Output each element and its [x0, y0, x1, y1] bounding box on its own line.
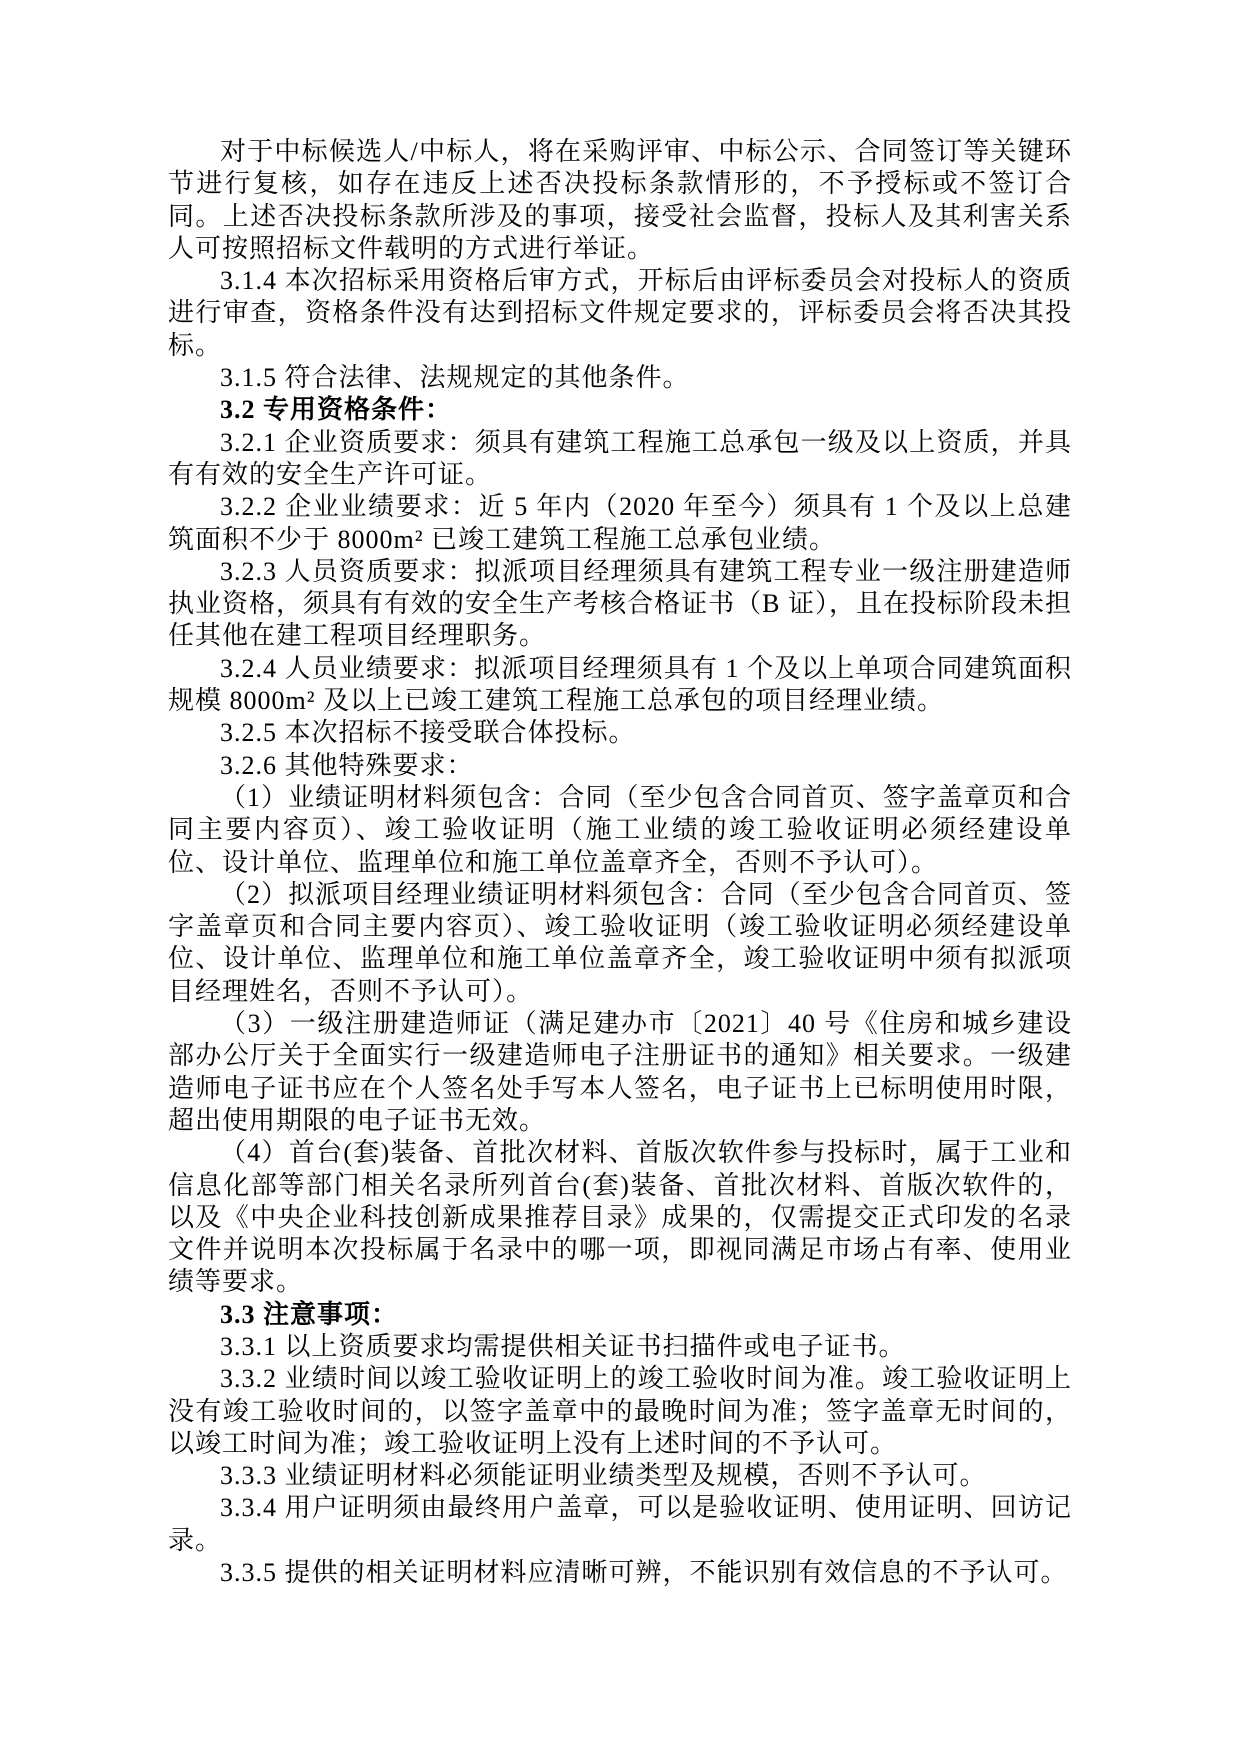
heading-3-3-notes: 3.3 注意事项： [220, 1299, 399, 1329]
paragraph-other-item-4: （4）首台(套)装备、首批次材料、首版次软件参与投标时，属于工业和信息化部等部门相关名录所列首台(套)装备、首批次材料、首版次软件的，以及《中央企业科技创新成果推荐目录》成果的，仅需提交正式印发的名录文件并说明本次投标属于名录中的哪一项，即视同满足市场占有率、使用业绩等要求。 [168, 1138, 1072, 1297]
paragraph-other-item-3: （3）一级注册建造师证（满足建办市〔2021〕40 号《住房和城乡建设部办公厅关于全面实行一级建造师电子注册证书的通知》相关要求。一级建造师电子证书应在个人签名处手写本人签名，电子证书上已标明使用时限，超出使用期限的电子证书无效。 [168, 1009, 1072, 1135]
paragraph-3-1-4: 3.1.4 本次招标采用资格后审方式，开标后由评标委员会对投标人的资质进行审查，资格条件没有达到招标文件规定要求的，评标委员会将否决其投标。 [168, 266, 1072, 360]
paragraph-intro-review: 对于中标候选人/中标人，将在采购评审、中标公示、合同签订等关键环节进行复核，如存在违反上述否决投标条款情形的，不予授标或不签订合同。上述否决投标条款所涉及的事项，接受社会监督，投标人及其利害关系人可按照招标文件载明的方式进行举证。 [168, 137, 1072, 263]
paragraph-3-3-2: 3.3.2 业绩时间以竣工验收证明上的竣工验收时间为准。竣工验收证明上没有竣工验收时间的，以签字盖章中的最晚时间为准；签字盖章无时间的，以竣工时间为准；竣工验收证明上没有上述时间的不予认可。 [168, 1364, 1072, 1458]
paragraph-3-1-5: 3.1.5 符合法律、法规规定的其他条件。 [220, 363, 690, 393]
paragraph-3-2-1: 3.2.1 企业资质要求：须具有建筑工程施工总承包一级及以上资质，并具有有效的安全生产许可证。 [168, 427, 1072, 489]
paragraph-3-3-3: 3.3.3 业绩证明材料必须能证明业绩类型及规模，否则不予认可。 [220, 1461, 987, 1491]
paragraph-other-item-2: （2）拟派项目经理业绩证明材料须包含：合同（至少包含合同首页、签字盖章页和合同主要内容页）、竣工验收证明（竣工验收证明必须经建设单位、设计单位、监理单位和施工单位盖章齐全，竣工验收证明中须有拟派项目经理姓名，否则不予认可）。 [168, 879, 1072, 1006]
paragraph-3-3-4: 3.3.4 用户证明须由最终用户盖章，可以是验收证明、使用证明、回访记录。 [168, 1493, 1072, 1555]
paragraph-3-2-4: 3.2.4 人员业绩要求：拟派项目经理须具有 1 个及以上单项合同建筑面积规模 8000m² 及以上已竣工建筑工程施工总承包的项目经理业绩。 [168, 653, 1072, 716]
paragraph-other-item-1: （1）业绩证明材料须包含：合同（至少包含合同首页、签字盖章页和合同主要内容页）、竣工验收证明（施工业绩的竣工验收证明必须经建设单位、设计单位、监理单位和施工单位盖章齐全，否则不予认可）。 [168, 782, 1072, 877]
paragraph-3-3-1: 3.3.1 以上资质要求均需提供相关证书扫描件或电子证书。 [220, 1331, 906, 1361]
paragraph-3-2-3: 3.2.3 人员资质要求：拟派项目经理须具有建筑工程专业一级注册建造师执业资格，须具有有效的安全生产考核合格证书（B 证），且在投标阶段未担任其他在建工程项目经理职务。 [168, 556, 1072, 651]
paragraph-3-2-2: 3.2.2 企业业绩要求：近 5 年内（2020 年至今）须具有 1 个及以上总建筑面积不少于 8000m² 已竣工建筑工程施工总承包业绩。 [168, 492, 1072, 554]
paragraph-3-2-5: 3.2.5 本次招标不接受联合体投标。 [220, 718, 636, 748]
paragraph-3-3-5: 3.3.5 提供的相关证明材料应清晰可辨，不能识别有效信息的不予认可。 [220, 1558, 1068, 1588]
heading-3-2-special-qualification: 3.2 专用资格条件： [220, 395, 453, 425]
paragraph-3-2-6: 3.2.6 其他特殊要求： [220, 750, 474, 780]
document-content [168, 136, 1072, 1589]
